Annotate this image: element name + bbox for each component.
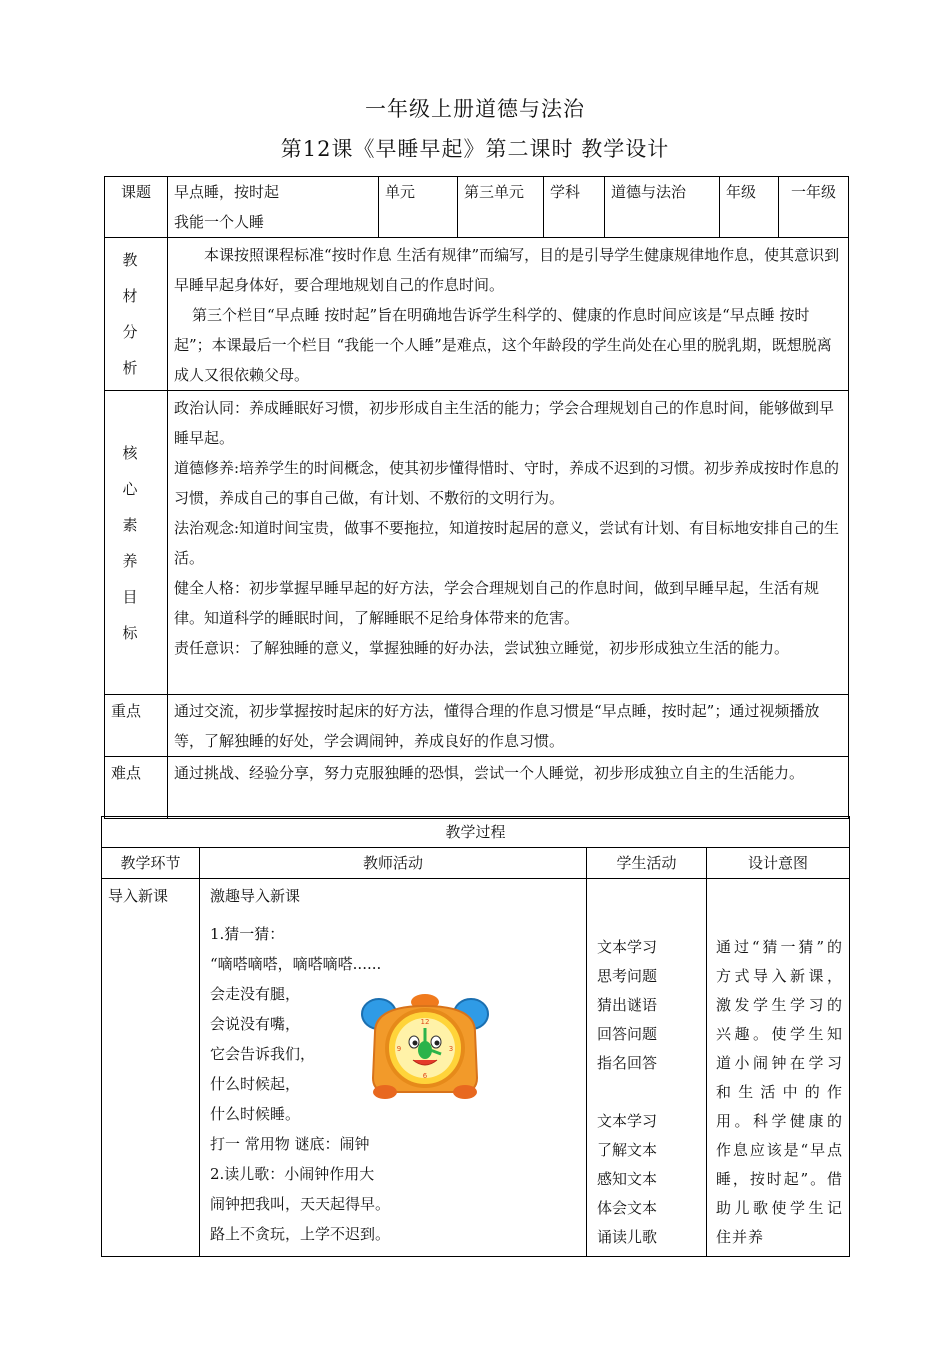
svg-text:9: 9 — [396, 1045, 402, 1053]
goals-label-1: 核 心 — [122, 443, 150, 498]
column-header-student: 学生活动 — [587, 848, 707, 879]
keypoint-content: 通过交流，初步掌握按时起床的好方法，懂得合理的作息习惯是“早点睡，按时起”；通过视频播放等，了解独睡的好处，学会调闹钟，养成良好的作息习惯。 — [168, 695, 849, 757]
difficulty-content: 通过挑战、经验分享，努力克服独睡的恐惧，尝试一个人睡觉，初步形成独立自主的生活能力。 — [168, 757, 849, 819]
teacher-line: 2.读儿歌：小闹钟作用大 — [210, 1165, 375, 1183]
doc-title-line1: 一年级上册道德与法治 — [365, 97, 585, 121]
goal-item: 健全人格：初步掌握早睡早起的好方法，学会合理规划自己的作息时间，做到早睡早起，生活有规律。知道科学的睡眠时间，了解睡眠不足给身体带来的危害。 — [174, 579, 820, 627]
teacher-line: 它会告诉我们， — [210, 1045, 316, 1063]
student-activity-cell — [587, 879, 707, 1257]
analysis-paragraph-1: 本课按照课程标准“按时作息 生活有规律”而编写，目的是引导学生健康规律地作息，使其意识到早睡早起身体好，要合理地规划自己的作息时间。 — [174, 246, 840, 294]
student-line: 了解文本 — [597, 1141, 658, 1159]
topic-value — [168, 177, 379, 238]
topic-line-1: 早点睡，按时起 — [174, 183, 280, 201]
teacher-line: 闹钟把我叫，天天起得早。 — [210, 1195, 391, 1213]
column-header-intent: 设计意图 — [707, 848, 850, 879]
svg-text:3: 3 — [448, 1045, 454, 1053]
alarm-clock-image — [361, 992, 489, 1102]
topic-label: 课题 — [105, 177, 168, 238]
goals-label-2: 素 养 — [122, 515, 150, 570]
goal-item: 政治认同：养成睡眠好习惯，初步形成自主生活的能力；学会合理规划自己的作息时间，能够做到早睡早起。 — [174, 399, 835, 447]
teacher-line: 路上不贪玩，上学不迟到。 — [210, 1225, 391, 1243]
teacher-line: 1.猜一猜： — [210, 925, 285, 943]
student-line: 文本学习 — [597, 1112, 658, 1130]
goals-label-3: 目 标 — [122, 587, 150, 642]
doc-title-line2: 第12课《早睡早起》第二课时 教学设计 — [280, 137, 670, 161]
process-header: 教学过程 — [102, 817, 850, 848]
goals-label — [105, 391, 168, 695]
alarm-clock-icon — [361, 992, 489, 1102]
design-intent-cell: 通过“猜一猜”的方式导入新课，激发学生学习的兴趣。使学生知道小闹钟在学习和生活中的作用。科学健康的作息应该是“早点睡，按时起”。借助儿歌使学生记住并养 — [707, 879, 850, 1257]
topic-line-2: 我能一个人睡 — [174, 213, 265, 231]
teacher-line: 打一 常用物 谜底：闹钟 — [210, 1135, 370, 1153]
student-line: 猜出谜语 — [597, 996, 658, 1014]
column-header-teacher: 教师活动 — [200, 848, 587, 879]
analysis-paragraph-2: 第三个栏目“早点睡 按时起”旨在明确地告诉学生科学的、健康的作息时间应该是“早点睡 按时起”；本课最后一个栏目 “我能一个人睡”是难点，这个年龄段的学生尚处在心里的脱乳期，既想脱离成人又很依赖父母。 — [174, 306, 832, 384]
unit-value: 第三单元 — [458, 177, 544, 238]
goal-item: 道德修养:培养学生的时间概念，使其初步懂得惜时、守时，养成不迟到的习惯。初步养成按时作息的习惯，养成自己的事自己做，有计划、不敷衍的文明行为。 — [174, 459, 840, 507]
teacher-line: 会说没有嘴， — [210, 1015, 301, 1033]
teacher-line: “嘀嗒嘀嗒，嘀嗒嘀嗒...... — [210, 955, 382, 973]
goal-item: 责任意识：了解独睡的意义，掌握独睡的好办法，尝试独立睡觉，初步形成独立生活的能力。 — [174, 639, 790, 657]
student-line: 文本学习 — [597, 938, 658, 956]
teacher-line: 会走没有腿， — [210, 985, 301, 1003]
student-line: 思考问题 — [597, 967, 658, 985]
subject-value: 道德与法治 — [605, 177, 720, 238]
analysis-label — [105, 238, 168, 391]
analysis-label-2: 分 析 — [122, 323, 150, 377]
grade-label: 年级 — [720, 177, 779, 238]
student-line: 回答问题 — [597, 1025, 658, 1043]
student-line: 体会文本 — [597, 1199, 658, 1217]
teacher-line: 激趣导入新课 — [210, 887, 301, 905]
teacher-line: 什么时候起， — [210, 1075, 301, 1093]
keypoint-label: 重点 — [105, 695, 168, 757]
grade-value: 一年级 — [779, 177, 849, 238]
teacher-line: 什么时候睡。 — [210, 1105, 301, 1123]
goals-content — [168, 391, 849, 695]
subject-label: 学科 — [544, 177, 605, 238]
svg-text:12: 12 — [420, 1018, 430, 1026]
unit-label: 单元 — [379, 177, 458, 238]
student-line: 诵读儿歌 — [597, 1228, 658, 1246]
svg-text:6: 6 — [422, 1072, 428, 1080]
stage-cell: 导入新课 — [102, 879, 200, 1257]
difficulty-label: 难点 — [105, 757, 168, 819]
goal-item: 法治观念:知道时间宝贵，做事不要拖拉，知道按时起居的意义，尝试有计划、有目标地安排自己的生活。 — [174, 519, 840, 567]
student-line: 感知文本 — [597, 1170, 658, 1188]
student-line: 指名回答 — [597, 1054, 658, 1072]
column-header-stage: 教学环节 — [102, 848, 200, 879]
analysis-content — [168, 238, 849, 391]
lesson-info-table — [104, 176, 849, 819]
analysis-label-1: 教 材 — [122, 251, 150, 305]
